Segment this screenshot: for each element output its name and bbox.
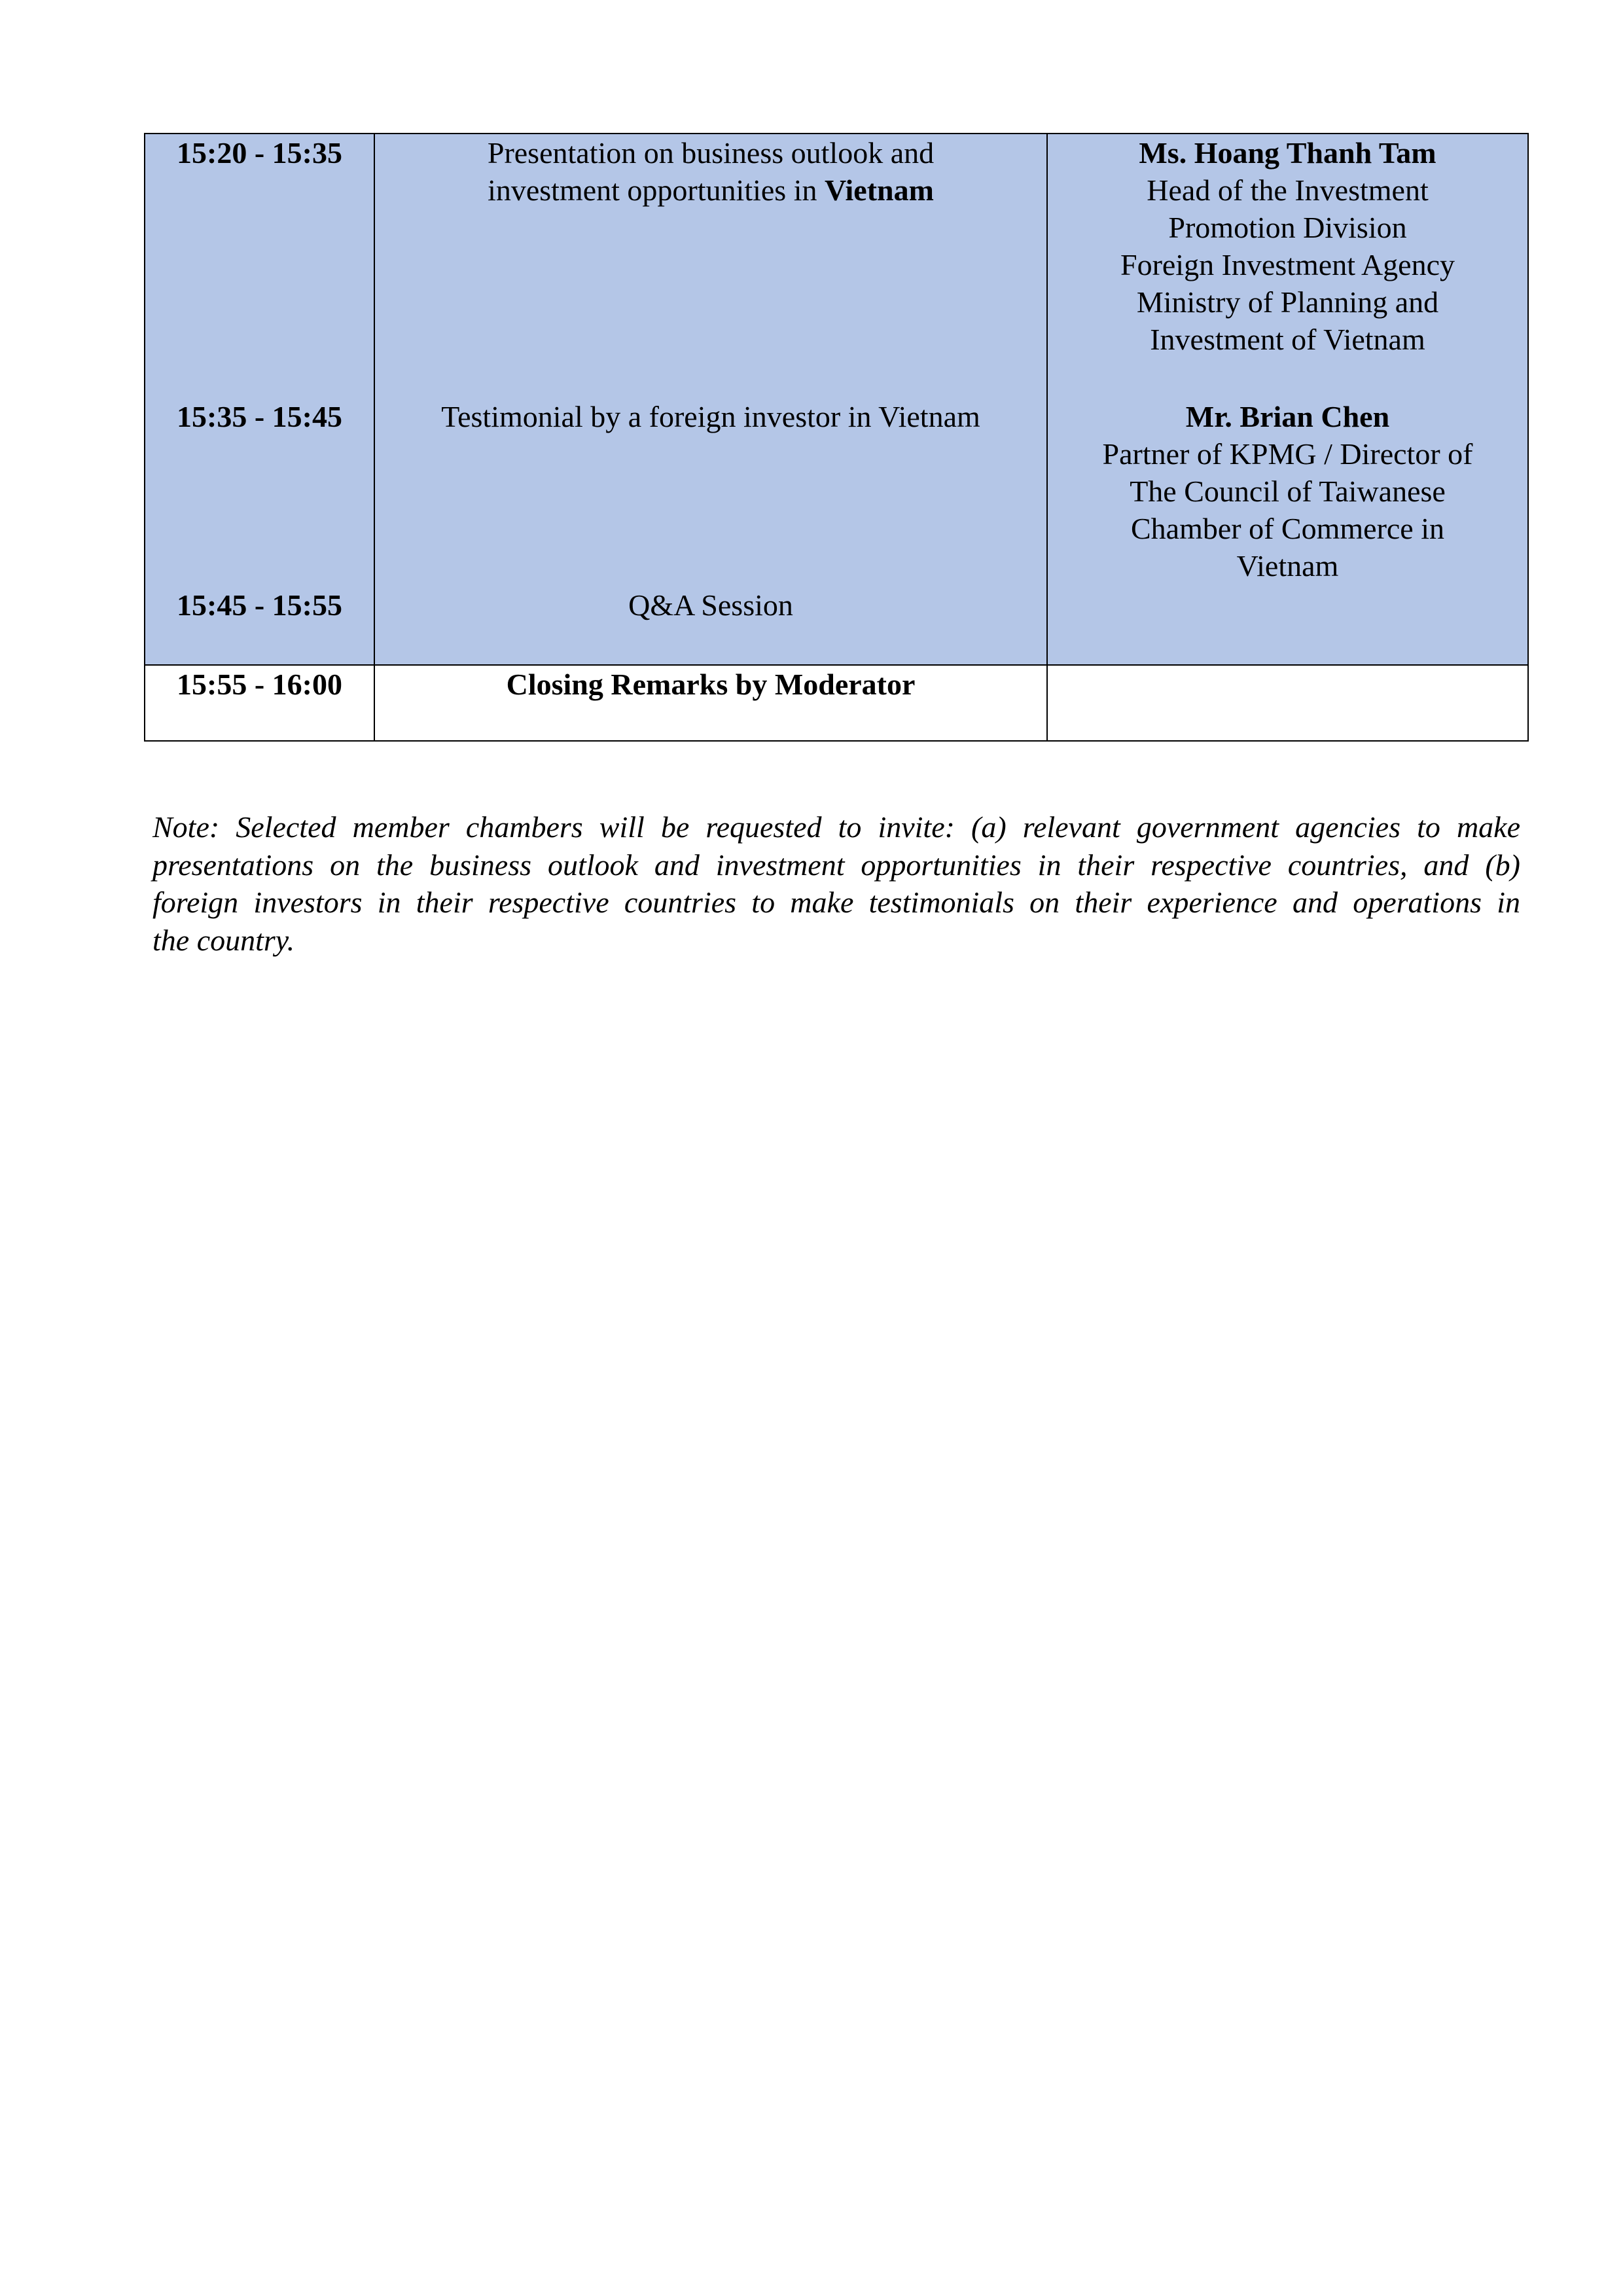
speaker-title: Promotion Division <box>1168 211 1407 244</box>
time-slot: 15:45 - 15:55 <box>177 588 342 622</box>
speaker-title: Ministry of Planning and <box>1136 285 1439 319</box>
time-cell <box>145 134 374 665</box>
speaker-info <box>1048 398 1527 584</box>
time-slot: 15:35 - 15:45 <box>177 400 342 433</box>
session-description: Testimonial by a foreign investor in Vietnam <box>441 400 980 433</box>
table-row-vietnam-session <box>145 134 1528 665</box>
session-description: Q&A Session <box>628 588 793 622</box>
speaker-name: Mr. Brian Chen <box>1185 400 1390 433</box>
speaker-title: Chamber of Commerce in <box>1130 512 1445 545</box>
description-cell <box>374 134 1047 665</box>
time-slot: 15:55 - 16:00 <box>177 668 342 701</box>
session-description: investment opportunities in Vietnam <box>488 173 934 207</box>
speaker-cell <box>1047 665 1528 741</box>
speaker-title: The Council of Taiwanese <box>1130 475 1446 508</box>
speaker-title: Investment of Vietnam <box>1150 323 1425 356</box>
note-line: Note: Selected member chambers will be requested to invite: (a) relevant government agencies to make <box>152 810 1520 844</box>
note-line: foreign investors in their respective countries to make testimonials on their experience and operations in <box>152 886 1520 919</box>
speaker-title: Head of the Investment <box>1147 173 1429 207</box>
speaker-name: Ms. Hoang Thanh Tam <box>1139 136 1436 170</box>
note-line: the country. <box>152 923 295 957</box>
description-cell <box>374 665 1047 741</box>
speaker-info <box>1048 134 1527 358</box>
agenda-table <box>144 133 1529 742</box>
note-line: presentations on the business outlook and investment opportunities in their respective countries, and (b) <box>152 848 1520 882</box>
country-name: Vietnam <box>824 173 934 207</box>
session-description: Closing Remarks by Moderator <box>506 668 916 701</box>
session-description: Presentation on business outlook and <box>487 136 935 170</box>
speaker-title: Foreign Investment Agency <box>1120 248 1455 281</box>
speaker-title: Vietnam <box>1236 549 1339 583</box>
table-row-closing <box>145 665 1528 741</box>
speaker-cell <box>1047 134 1528 665</box>
time-cell <box>145 665 374 741</box>
time-slot: 15:20 - 15:35 <box>177 136 342 170</box>
speaker-title: Partner of KPMG / Director of <box>1102 437 1473 471</box>
note-paragraph <box>152 808 1520 959</box>
